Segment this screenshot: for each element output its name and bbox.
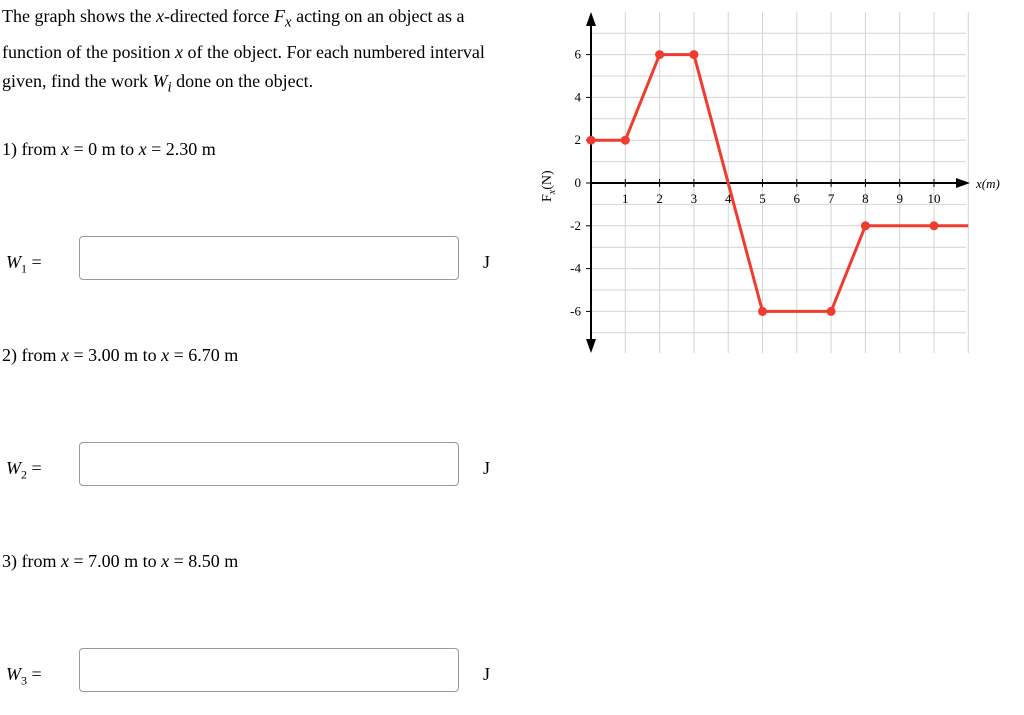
series-point [587,136,596,145]
w3-unit: J [483,664,491,684]
series-point [655,50,664,59]
question-3-text: 3) from x = 7.00 m to x = 8.50 m [2,551,239,571]
w2-answer-input[interactable] [79,442,459,486]
y-tick-label: 6 [574,46,581,62]
x-tick-label: 10 [927,191,941,206]
series-point [689,50,698,59]
x-tick-label: 5 [759,191,766,206]
series-point [861,221,870,230]
question-2-text: 2) from x = 3.00 m to x = 6.70 m [2,345,239,365]
x-tick-label: 2 [656,191,663,206]
x-tick-label: 4 [724,191,732,206]
series-point [827,307,836,316]
y-tick-label: -2 [570,217,581,233]
w3-answer-input[interactable] [79,648,459,692]
x-axis-label: x(m) [976,176,1000,191]
y-axis-arrow-up [586,12,596,26]
y-tick-label: 0 [574,175,581,190]
w1-unit: J [483,252,491,272]
y-axis-label-var: F [540,194,555,202]
y-tick-label: 2 [574,132,581,148]
series-point [930,221,939,230]
y-axis-label-unit: (N) [540,170,555,190]
y-axis-arrow-down [586,339,596,353]
w2-label: $W_2$ = [6,458,42,482]
y-axis-label-group [540,170,558,202]
w1-label: $W_1$ = [6,252,42,276]
y-tick-label: 4 [574,89,581,105]
series-point [758,307,767,316]
w2-unit: J [483,458,491,478]
w3-label: $W_3$ = [6,664,42,688]
question-1-text: 1) from x = 0 m to x = 2.30 m [2,139,216,159]
x-tick-label: 8 [862,191,869,206]
x-tick-label: 3 [690,191,698,206]
y-axis-label [540,170,558,202]
x-tick-label: 9 [896,191,903,206]
x-tick-label: 1 [622,191,629,206]
x-tick-label: 7 [827,191,835,206]
chart-axes [586,12,970,353]
y-axis-label-sub: x [547,189,558,195]
problem-statement: The graph shows the x-directed force $F_x$ acting on an object as a function of the position x of the object. For each numbered interval given, find the work $W_i$ done on the object. [2,6,485,96]
x-tick-label: 6 [793,191,801,206]
series-point [621,136,630,145]
force-position-graph [520,0,1024,360]
w1-answer-input[interactable] [79,236,459,280]
y-tick-label: -4 [570,260,581,276]
y-tick-label: -6 [570,303,581,319]
